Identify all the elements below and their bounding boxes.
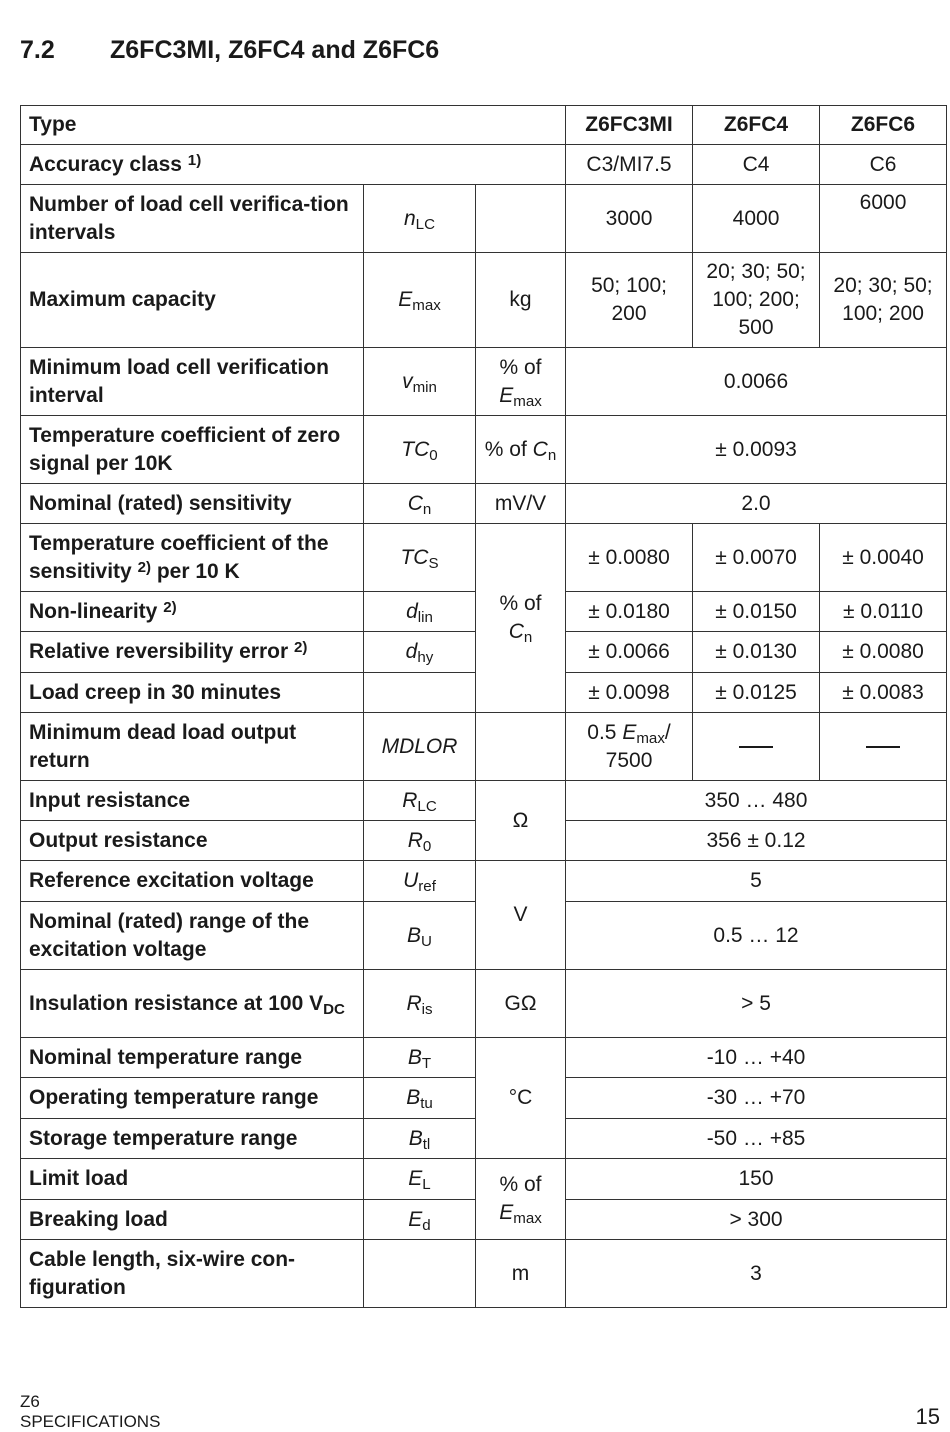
- cell-value: ± 0.0080: [820, 632, 947, 673]
- row-unit: % of $E_{max}$: [476, 348, 566, 416]
- cell-value: -30 … +70: [566, 1078, 947, 1119]
- row-symbol: $B_U$: [364, 902, 476, 970]
- row-label: Limit load: [21, 1159, 364, 1200]
- row-unit: [476, 713, 566, 781]
- header-z6fc4: Z6FC4: [693, 106, 820, 145]
- row-label: Nominal temperature range: [21, 1038, 364, 1078]
- specifications-table: [20, 105, 947, 1308]
- cell-value: 4000: [693, 185, 820, 253]
- cell-value: C4: [693, 145, 820, 185]
- row-label: Minimum dead load output return: [21, 713, 364, 781]
- footnote-ref: 2): [137, 558, 151, 576]
- row-label: Load creep in 30 minutes: [21, 673, 364, 713]
- row-symbol: $R_{LC}$: [364, 781, 476, 821]
- cell-value: 50; 100; 200: [566, 253, 693, 348]
- row-symbol: $TC_S$: [364, 524, 476, 592]
- cell-value-empty: [820, 713, 947, 781]
- table-row: [21, 1240, 947, 1308]
- row-symbol: $B_T$: [364, 1038, 476, 1078]
- cell-value: > 5: [566, 970, 947, 1038]
- cell-value: 5: [566, 861, 947, 902]
- page-number: 15: [915, 1404, 940, 1429]
- row-symbol: $TC_0$: [364, 416, 476, 484]
- row-symbol: $U_{ref}$: [364, 861, 476, 902]
- header-z6fc6: Z6FC6: [820, 106, 947, 145]
- row-unit: V: [476, 861, 566, 970]
- row-label: Minimum load cell verification interval: [21, 348, 364, 416]
- cell-value: ± 0.0083: [820, 673, 947, 713]
- row-label: Input resistance: [21, 781, 364, 821]
- cell-value: 6000: [820, 185, 947, 253]
- cell-value: > 300: [566, 1200, 947, 1240]
- row-label: Maximum capacity: [21, 253, 364, 348]
- row-symbol: $E_d$: [364, 1200, 476, 1240]
- cell-value: 2.0: [566, 484, 947, 524]
- row-unit: kg: [476, 253, 566, 348]
- cell-value: ± 0.0070: [693, 524, 820, 592]
- cell-value: ± 0.0098: [566, 673, 693, 713]
- cell-value: ± 0.0180: [566, 592, 693, 632]
- row-unit: % of $C_n$: [476, 416, 566, 484]
- row-label: Reference excitation voltage: [21, 861, 364, 902]
- table-row: [21, 185, 947, 253]
- row-label: Type: [21, 106, 566, 145]
- cell-value: ± 0.0066: [566, 632, 693, 673]
- dash-mark: [739, 746, 773, 748]
- cell-value: 350 … 480: [566, 781, 947, 821]
- row-unit: % of $C_n$: [476, 524, 566, 713]
- cell-value: -10 … +40: [566, 1038, 947, 1078]
- row-label: Nominal (rated) range of the excitation voltage: [21, 902, 364, 970]
- row-unit: m: [476, 1240, 566, 1308]
- footnote-ref: 2): [293, 639, 308, 656]
- table-row: [21, 781, 947, 821]
- cell-value: 0.0066: [566, 348, 947, 416]
- row-symbol: $R_0$: [364, 821, 476, 861]
- table-row: [21, 1159, 947, 1200]
- header-z6fc3mi: Z6FC3MI: [566, 106, 693, 145]
- cell-value: ± 0.0040: [820, 524, 947, 592]
- cell-value: 0.5 $E_{max}/$ 7500: [566, 713, 693, 781]
- footnote-ref: 1): [187, 151, 202, 169]
- cell-value: 3000: [566, 185, 693, 253]
- row-symbol: MDLOR: [364, 713, 476, 781]
- table-row: [21, 348, 947, 416]
- row-label: Number of load cell verifica-tion intervals: [21, 185, 364, 253]
- cell-value: 20; 30; 50; 100; 200: [820, 253, 947, 348]
- table-row: [21, 713, 947, 781]
- row-label: Temperature coefficient of the sensitivity $^{2)}$ per 10 K: [21, 524, 364, 592]
- cell-value: ± 0.0110: [820, 592, 947, 632]
- table-row: [21, 484, 947, 524]
- cell-value: C3/MI7.5: [566, 145, 693, 185]
- table-row: [21, 106, 947, 145]
- footer-product: Z6: [20, 1392, 40, 1411]
- table-row: [21, 145, 947, 185]
- row-label: Temperature coefficient of zero signal per 10K: [21, 416, 364, 484]
- row-label: Output resistance: [21, 821, 364, 861]
- cell-value: ± 0.0093: [566, 416, 947, 484]
- row-unit: mV/V: [476, 484, 566, 524]
- footnote-ref: 2): [163, 598, 177, 616]
- footer-section: SPECIFICATIONS: [20, 1412, 161, 1431]
- row-symbol: $E_L$: [364, 1159, 476, 1200]
- table-row: [21, 524, 947, 592]
- cell-value: 0.5 … 12: [566, 902, 947, 970]
- row-label: Non-linearity $^{2)}$: [21, 592, 364, 632]
- row-symbol: $B_{tl}$: [364, 1119, 476, 1159]
- row-symbol: [364, 1240, 476, 1308]
- row-unit: [476, 185, 566, 253]
- section-title: Z6FC3MI, Z6FC4 and Z6FC6: [110, 36, 440, 64]
- row-unit: °C: [476, 1038, 566, 1159]
- row-label: Accuracy class $^{1)}$: [21, 145, 566, 185]
- section-number: 7.2: [20, 36, 55, 64]
- row-unit: GΩ: [476, 970, 566, 1038]
- row-symbol: $C_n$: [364, 484, 476, 524]
- cell-value: 356 ± 0.12: [566, 821, 947, 861]
- table-row: [21, 861, 947, 902]
- row-symbol: $B_{tu}$: [364, 1078, 476, 1119]
- section-heading: [20, 36, 439, 65]
- row-label: Cable length, six-wire con-figuration: [21, 1240, 364, 1308]
- row-label: Breaking load: [21, 1200, 364, 1240]
- row-symbol: $d_{hy}$: [364, 632, 476, 673]
- row-label: Relative reversibility error $^{2)}$: [21, 632, 364, 673]
- table-row: [21, 970, 947, 1038]
- row-symbol: $R_{is}$: [364, 970, 476, 1038]
- row-label: Nominal (rated) sensitivity: [21, 484, 364, 524]
- footer-doc-info: [20, 1392, 160, 1432]
- table-row: [21, 416, 947, 484]
- row-symbol: $n_{LC}$: [364, 185, 476, 253]
- row-label: Insulation resistance at 100 $V_{DC}$: [21, 970, 364, 1038]
- row-symbol: $d_{lin}$: [364, 592, 476, 632]
- row-unit: Ω: [476, 781, 566, 861]
- row-label: Storage temperature range: [21, 1119, 364, 1159]
- cell-value: ± 0.0150: [693, 592, 820, 632]
- cell-value: ± 0.0125: [693, 673, 820, 713]
- table-row: [21, 253, 947, 348]
- cell-value: ± 0.0080: [566, 524, 693, 592]
- row-symbol: $v_{min}$: [364, 348, 476, 416]
- cell-value: ± 0.0130: [693, 632, 820, 673]
- cell-value: 3: [566, 1240, 947, 1308]
- table-row: [21, 1038, 947, 1078]
- cell-value-empty: [693, 713, 820, 781]
- dash-mark: [866, 746, 900, 748]
- row-label: Operating temperature range: [21, 1078, 364, 1119]
- row-symbol: [364, 673, 476, 713]
- row-unit: % of $E_{max}$: [476, 1159, 566, 1240]
- row-symbol: $E_{max}$: [364, 253, 476, 348]
- cell-value: 20; 30; 50; 100; 200; 500: [693, 253, 820, 348]
- cell-value: C6: [820, 145, 947, 185]
- cell-value: 150: [566, 1159, 947, 1200]
- cell-value: -50 … +85: [566, 1119, 947, 1159]
